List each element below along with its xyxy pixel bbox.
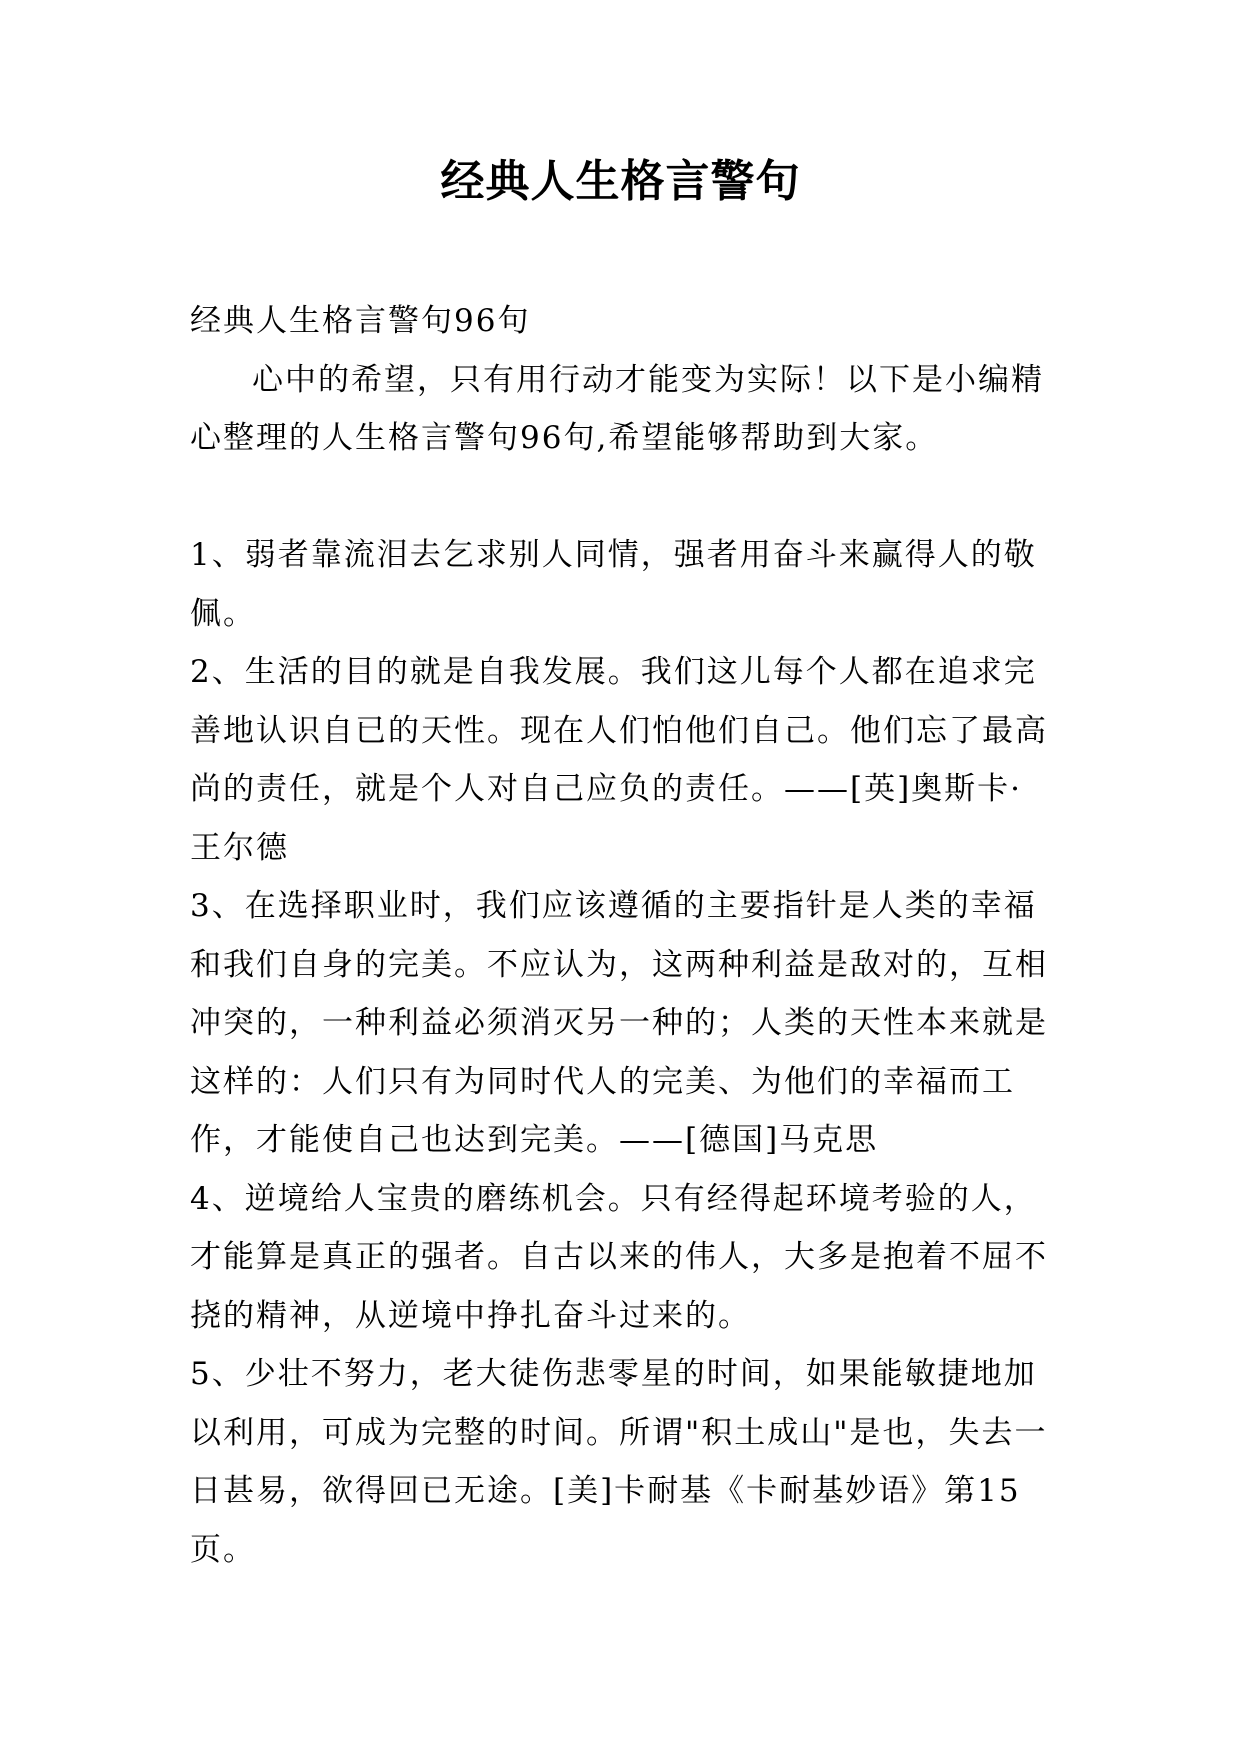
document-title: 经典人生格言警句 <box>440 156 801 207</box>
quote-item-3: 3、在选择职业时，我们应该遵循的主要指针是人类的幸福和我们自身的完美。不应认为，这两种利益是敌对的，互相冲突的，一种利益必须消灭另一种的；人类的天性本来就是这样的：人们只有为同时代人的完美、为他们的幸福而工作，才能使自己也达到完美。——[德国]马克思 <box>190 888 1048 1158</box>
document-body <box>190 292 1050 1579</box>
paragraph-spacer <box>190 468 1050 527</box>
document-subtitle: 经典人生格言警句96句 <box>190 303 531 339</box>
quote-item-1: 1、弱者靠流泪去乞求别人同情，强者用奋斗来赢得人的敬佩。 <box>190 537 1037 632</box>
intro-paragraph: 心中的希望，只有用行动才能变为实际！以下是小编精心整理的人生格言警句96句,希望能够帮助到大家。 <box>190 361 1044 456</box>
quote-item-5: 5、少壮不努力，老大徒伤悲零星的时间，如果能敏捷地加以利用，可成为完整的时间。所谓"积土成山"是也，失去一日甚易，欲得回已无途。[美]卡耐基《卡耐基妙语》第15页。 <box>190 1356 1048 1568</box>
quote-item-2: 2、生活的目的就是自我发展。我们这儿每个人都在追求完善地认识自已的天性。现在人们怕他们自己。他们忘了最高尚的责任，就是个人对自己应负的责任。——[英]奥斯卡·王尔德 <box>190 654 1048 866</box>
quote-item-4: 4、逆境给人宝贵的磨练机会。只有经得起环境考验的人，才能算是真正的强者。自古以来的伟人，大多是抱着不屈不挠的精神，从逆境中挣扎奋斗过来的。 <box>190 1180 1048 1334</box>
